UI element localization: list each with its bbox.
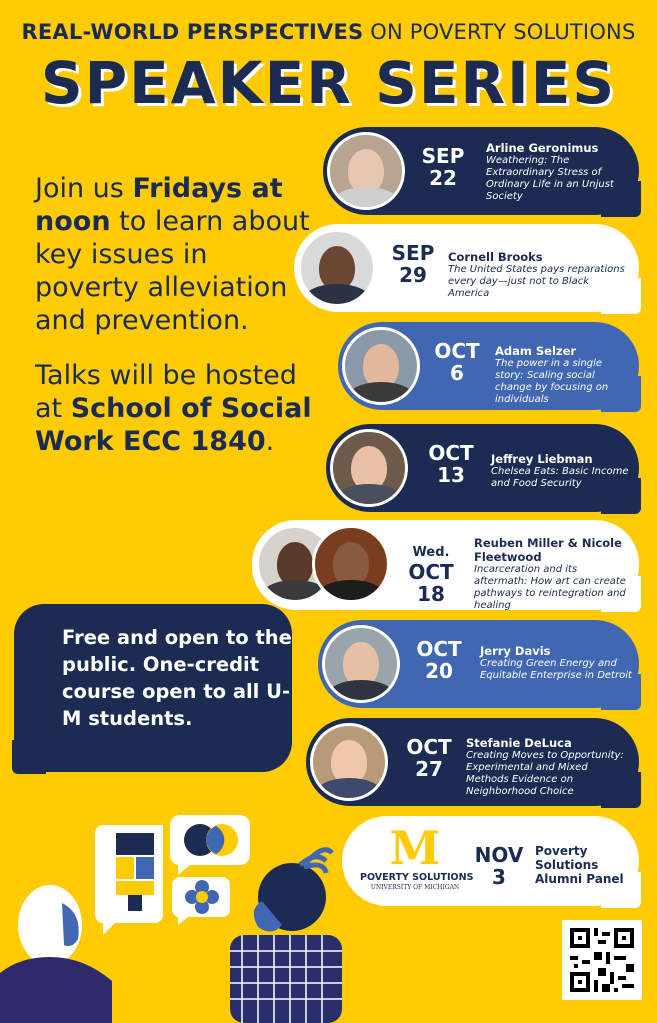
speaker-name: Jeffrey Liebman: [491, 452, 593, 466]
location-highlight: School of Social Work ECC 1840: [35, 393, 312, 457]
talk-oct-20: [318, 620, 639, 708]
talk-info: [448, 250, 626, 300]
speaker-photo-nicole-fleetwood: [312, 525, 390, 603]
talk-day: 27: [415, 757, 443, 781]
talk-sep-22: [323, 127, 639, 215]
talk-month: OCT: [416, 637, 462, 661]
flower-bubble-icon: [172, 877, 230, 925]
series-title: SPEAKER SERIES: [40, 49, 617, 117]
talk-day: 13: [437, 463, 465, 487]
talk-date: [400, 736, 458, 780]
speaker-body: [316, 778, 382, 801]
speaker-photo: [330, 429, 408, 507]
speech-bubble-icon-chat: [170, 815, 250, 875]
series-subtitle: [0, 20, 657, 44]
intro-paragraph-schedule: [35, 172, 315, 337]
talk-month: OCT: [406, 735, 452, 759]
speaker-name: Jerry Davis: [480, 644, 551, 658]
talk-month: OCT: [428, 441, 474, 465]
panel-name: Poverty Solutions Alumni Panel: [535, 844, 624, 886]
talk-month: OCT: [408, 560, 454, 584]
talk-month: NOV: [474, 843, 524, 867]
speaker-photo: [310, 723, 388, 801]
talk-day: 29: [399, 263, 427, 287]
talk-title: Creating Green Energy and Equitable Enterprise in Detroit: [480, 658, 632, 681]
person-right-figure: [230, 850, 342, 1023]
talk-title: Incarceration and its aftermath: How art can create pathways to reintegration and healing: [474, 564, 626, 611]
speaker-photo: [298, 229, 376, 307]
speaker-name: Stefanie DeLuca: [466, 736, 572, 750]
qr-pattern-icon: [570, 928, 634, 992]
free-course-bubble: [14, 604, 292, 772]
speaker-photo: [327, 132, 405, 210]
talk-info: [491, 452, 631, 490]
talk-date: [384, 242, 442, 286]
speaker-body: [318, 580, 384, 603]
speaker-body: [304, 284, 370, 307]
talk-sep-29: [294, 224, 639, 312]
talk-info: [535, 844, 625, 886]
talk-day: 6: [450, 361, 464, 385]
talk-date: [470, 844, 528, 888]
talk-title: The United States pays reparations every day—just not to Black America: [448, 264, 625, 299]
talk-weekday: Wed.: [412, 545, 450, 560]
talk-title: Weathering: The Extraordinary Stress of Ordinary Life in an Unjust Society: [486, 155, 614, 202]
speaker-body: [328, 680, 394, 703]
talk-title: The power in a single story: Scaling social change by focusing on individuals: [495, 358, 609, 405]
talk-date: [422, 442, 480, 486]
talk-info: [474, 536, 632, 612]
talk-oct-27: [306, 718, 639, 806]
talk-day: 18: [417, 582, 445, 606]
talk-title: Chelsea Eats: Basic Income and Food Security: [491, 466, 629, 489]
speaker-body: [333, 187, 399, 210]
poverty-solutions-logo: [360, 821, 474, 896]
talk-info: [480, 644, 632, 682]
block-m-logo: M: [389, 821, 441, 875]
talk-oct-6: [338, 322, 639, 410]
talk-oct-18: [252, 520, 639, 610]
talk-date: [410, 638, 468, 682]
people-illustration: [0, 805, 360, 1023]
talk-month: SEP: [391, 241, 435, 265]
talk-day: 20: [425, 659, 453, 683]
logo-university: UNIVERSITY OF MICHIGAN: [370, 884, 460, 891]
speaker-name: Arline Geronimus: [486, 141, 599, 155]
speaker-photo: [322, 625, 400, 703]
intro-text: [35, 172, 315, 480]
talk-info: [486, 141, 631, 203]
speaker-name: Reuben Miller & Nicole Fleetwood: [474, 536, 622, 564]
talk-month: SEP: [421, 144, 465, 168]
talk-info: [466, 736, 631, 798]
free-course-text: Free and open to the public. One-credit course open to all U-M students.: [62, 626, 292, 730]
talk-nov-3: [342, 816, 639, 906]
subtitle-rest: ON POVERTY SOLUTIONS: [363, 20, 636, 44]
talk-month: OCT: [434, 339, 480, 363]
talk-date: [402, 538, 460, 605]
talk-oct-13: [326, 424, 639, 512]
logo-org-name: POVERTY SOLUTIONS: [360, 872, 474, 883]
intro-text-c: to learn about key issues in poverty alleviation and prevention.: [35, 206, 310, 336]
subtitle-bold: REAL-WORLD PERSPECTIVES: [21, 20, 364, 44]
talk-title: Creating Moves to Opportunity: Experimental and Mixed Methods Evidence on Neighborhood Choice: [466, 750, 624, 797]
speaker-body: [336, 484, 402, 507]
speaker-name: Cornell Brooks: [448, 250, 543, 264]
intro-text-highlight: Fridays at noon: [35, 173, 283, 237]
talk-date: [428, 340, 486, 384]
speaker-photo: [342, 327, 420, 405]
talk-day: 3: [492, 865, 506, 889]
intro-text-a: Join us: [35, 173, 133, 204]
speaker-name: Adam Selzer: [495, 344, 577, 358]
location-text-c: .: [265, 426, 275, 457]
talk-day: 22: [429, 166, 457, 190]
location-text-a: Talks will be hosted at: [35, 360, 297, 424]
qr-code[interactable]: [562, 920, 642, 1000]
talk-date: [414, 145, 472, 189]
speech-bubble-icon-left: [95, 825, 163, 935]
talk-info: [495, 344, 630, 406]
speaker-body: [348, 382, 414, 405]
intro-paragraph-location: [35, 359, 315, 458]
